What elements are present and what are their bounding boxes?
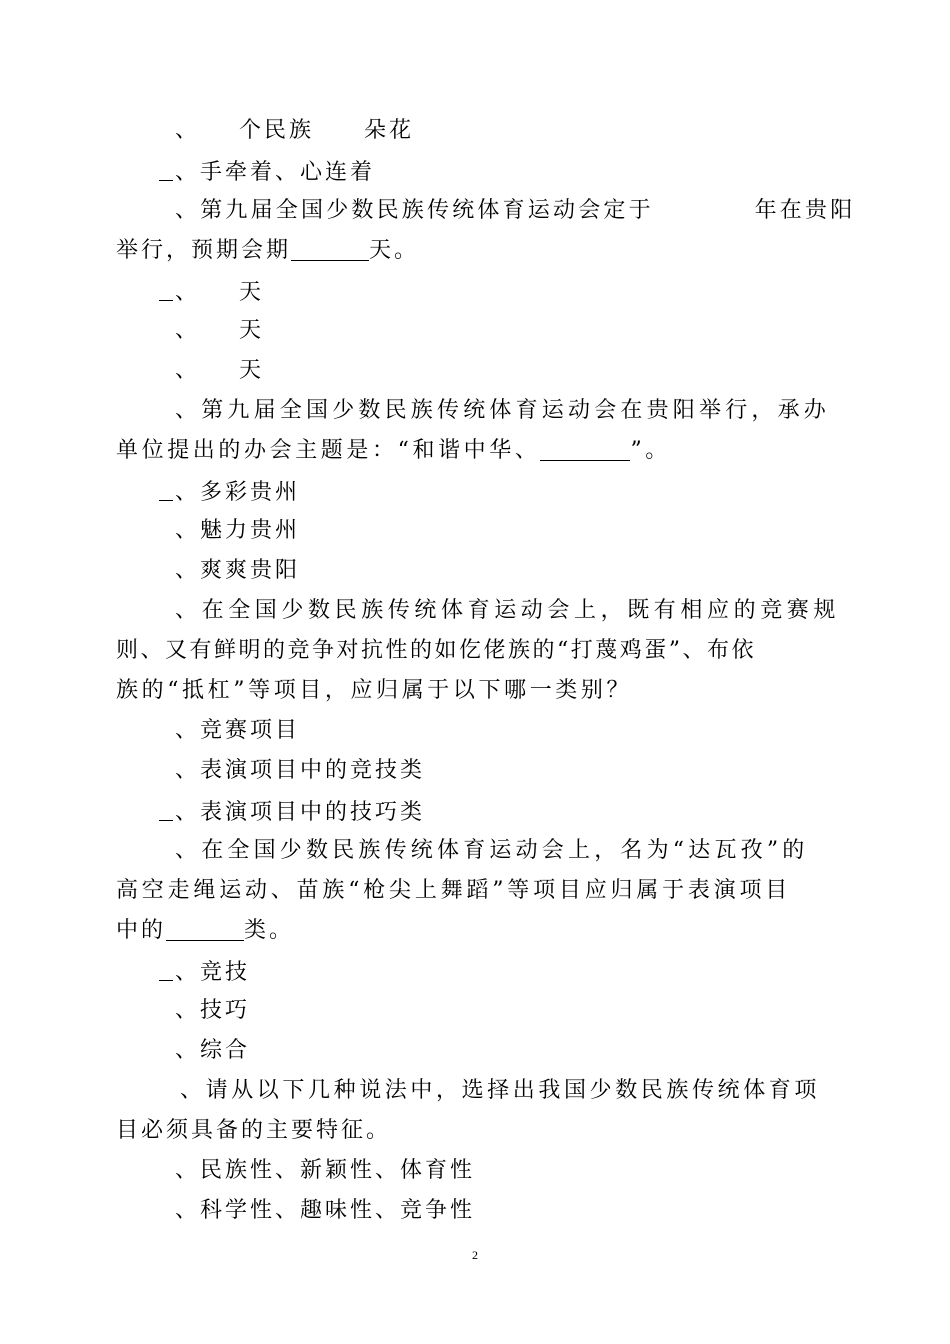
option-line: 、表演项目中的技巧类 — [175, 796, 425, 828]
question-line: 则、又有鲜明的竞争对抗性的如仡佬族的“打蔑鸡蛋”、布依 — [116, 638, 756, 663]
answer-mark — [159, 956, 173, 981]
answer-mark — [159, 156, 173, 181]
option-line: 、魅力贵州 — [175, 518, 301, 543]
answer-mark — [159, 276, 173, 301]
question-line: 、第九届全国少数民族传统体育运动会定于 年在贵阳 — [175, 198, 856, 223]
question-line: 、在全国少数民族传统体育运动会上，既有相应的竞赛规 — [175, 598, 841, 623]
question-line: 高空走绳运动、苗族“枪尖上舞蹈”等项目应归属于表演项目 — [116, 878, 792, 903]
option-line: 、技巧 — [175, 998, 251, 1023]
page-number: 2 — [472, 1248, 478, 1262]
option-line: 、表演项目中的竞技类 — [175, 758, 426, 783]
answer-mark — [159, 476, 173, 501]
question-line: 、请从以下几种说法中，选择出我国少数民族传统体育项 — [180, 1078, 821, 1103]
question-line: 族的“抵杠”等项目，应归属于以下哪一类别？ — [116, 678, 633, 703]
answer-mark — [159, 796, 173, 821]
question-line: 目必须具备的主要特征。 — [116, 1118, 392, 1143]
question-line: 、第九届全国少数民族传统体育运动会在贵阳举行，承办 — [175, 398, 831, 423]
option-line: 、民族性、新颖性、体育性 — [175, 1158, 476, 1183]
fill-blank — [540, 436, 630, 461]
option-line: 、多彩贵州 — [175, 476, 300, 508]
option-line: 、科学性、趣味性、竞争性 — [175, 1198, 476, 1223]
fill-blank — [166, 916, 244, 941]
option-line: 、竞赛项目 — [175, 718, 301, 743]
option-line: 、 天 — [175, 276, 264, 308]
option-line: 、爽爽贵阳 — [175, 558, 301, 583]
option-line: 、手牵着、心连着 — [175, 156, 375, 188]
question-line: 中的 类。 — [116, 918, 295, 943]
fill-blank — [291, 236, 369, 261]
question-line: 举行，预期会期 天。 — [116, 238, 420, 263]
question-line: 单位提出的办会主题是：“和谐中华、 ”。 — [116, 438, 671, 463]
option-line: 、综合 — [175, 1038, 251, 1063]
option-line: 、 个民族 朵花 — [175, 118, 415, 143]
option-line: 、 天 — [175, 318, 265, 343]
option-line: 、竞技 — [175, 956, 250, 988]
option-line: 、 天 — [175, 358, 265, 383]
question-line: 、在全国少数民族传统体育运动会上，名为“达瓦孜”的 — [175, 838, 809, 863]
